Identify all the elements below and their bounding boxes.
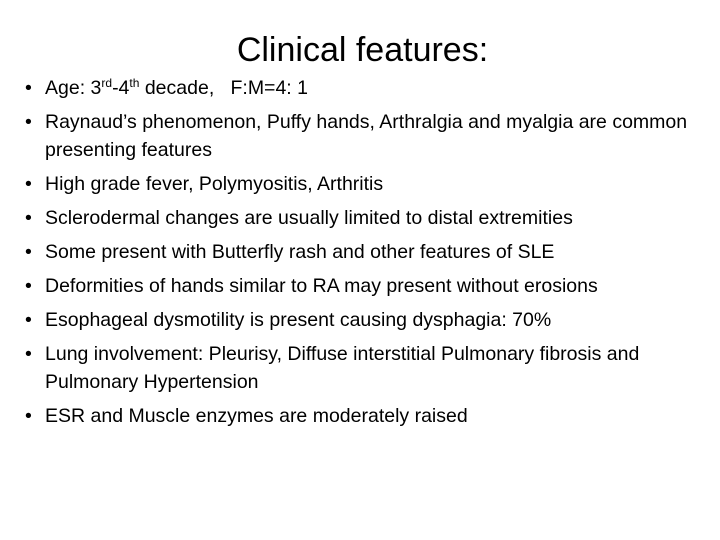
bullet-text: Some present with Butterfly rash and other features of SLE [45,241,555,263]
bullet-text: Lung involvement: Pleurisy, Diffuse interstitial Pulmonary fibrosis and Pulmonary Hypertension [45,343,640,393]
bullet-list [25,74,705,436]
bullet-text: ESR and Muscle enzymes are moderately raised [45,405,468,427]
bullet-item-esr [25,402,705,430]
bullet-text-part: decade, F:M=4: 1 [139,77,308,99]
bullet-item-lung [25,340,705,396]
bullet-text-part: -4 [112,77,130,99]
slide-title: Clinical features: [236,31,489,69]
bullet-icon: • [25,207,32,229]
superscript-rd: rd [101,76,113,90]
bullet-item-deformities [25,272,705,300]
bullet-text: Raynaud’s phenomenon, Puffy hands, Arthralgia and myalgia are common presenting features [45,111,688,161]
bullet-text: High grade fever, Polymyositis, Arthritis [45,173,384,195]
bullet-item-esophageal [25,306,705,334]
bullet-item-age [25,74,705,102]
bullet-item-fever [25,170,705,198]
bullet-icon: • [25,173,32,195]
bullet-text-part: Age: 3 [45,77,102,99]
bullet-item-raynauds [25,108,705,164]
bullet-icon: • [25,275,32,297]
bullet-item-butterfly-rash [25,238,705,266]
bullet-icon: • [25,111,32,133]
bullet-text [45,74,705,102]
bullet-text: Sclerodermal changes are usually limited to distal extremities [45,207,573,229]
bullet-text: Deformities of hands similar to RA may present without erosions [45,275,598,297]
bullet-icon: • [25,343,32,365]
bullet-item-sclerodermal [25,204,705,232]
bullet-icon: • [25,405,32,427]
bullet-icon: • [25,241,32,263]
bullet-icon: • [25,77,32,99]
superscript-th: th [129,76,140,90]
bullet-text: Esophageal dysmotility is present causing dysphagia: 70% [45,309,552,331]
bullet-icon: • [25,309,32,331]
